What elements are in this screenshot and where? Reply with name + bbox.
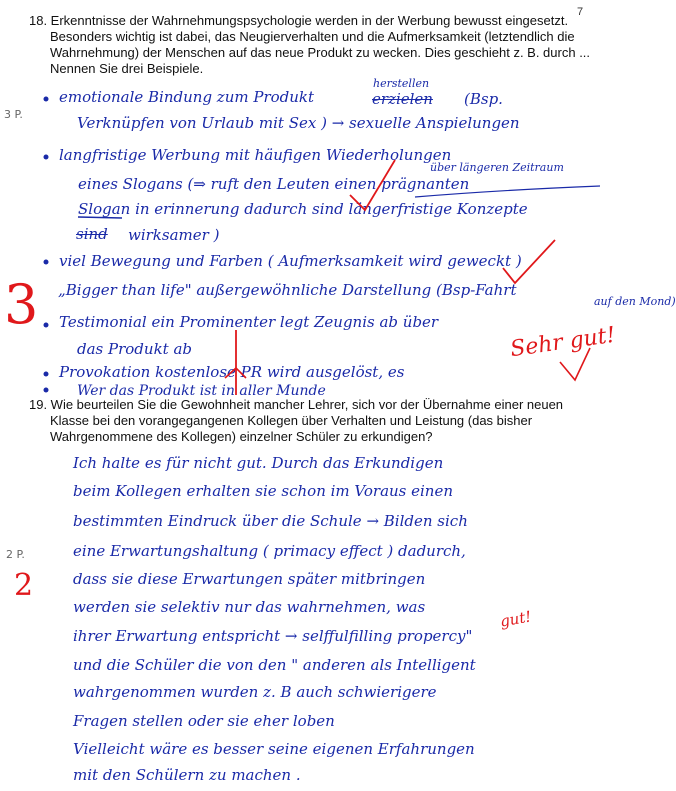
q18-line1: 18. Erkenntnisse der Wahrnehmungspsychologie werden in der Werbung bewusst eingesetzt. bbox=[29, 13, 569, 28]
q19-points: 2 P. bbox=[6, 548, 25, 561]
q18-answer-10: das Produkt ab bbox=[77, 340, 192, 358]
q18-answer-6: wirksamer ) bbox=[128, 226, 220, 244]
q18-answer-9: Testimonial ein Prominenter legt Zeugnis ab über bbox=[59, 313, 439, 331]
q19-line2: Klasse bei den vorangegangenen Kollegen über Verhalten und Leistung (das bisher bbox=[50, 413, 533, 428]
q18-grade: 3 bbox=[4, 273, 39, 336]
q18-line2: Besonders wichtig ist dabei, das Neugierverhalten und die Aufmerksamkeit (letztendlich die bbox=[50, 29, 575, 44]
q18-answer-11: Provokation kostenlose PR wird ausgelöst, es bbox=[59, 363, 405, 381]
q18-points: 3 P. bbox=[4, 108, 23, 121]
q19-answer-7: ihrer Erwartung entspricht → selffulfilling propercy" bbox=[73, 627, 473, 645]
q18-answer-12: Wer das Produkt ist in aller Munde bbox=[77, 383, 326, 399]
q19-answer-2: beim Kollegen erhalten sie schon im Voraus einen bbox=[73, 482, 454, 500]
q19-answer-9: wahrgenommen wurden z. B auch schwierigere bbox=[73, 683, 437, 701]
q18-line3: Wahrnehmung) der Menschen auf das neue Produkt zu wecken. Dies geschieht z. B. durch ... bbox=[50, 45, 591, 60]
insert-ueber-laengeren: über längeren Zeitraum bbox=[430, 161, 564, 174]
q19-answer-4: eine Erwartungshaltung ( primacy effect ) dadurch, bbox=[73, 542, 466, 560]
q18-answer-4: eines Slogans (⇒ ruft den Leuten einen prägnanten bbox=[78, 175, 470, 193]
crossed-word-1: erzielen bbox=[372, 90, 433, 108]
q19-line1: 19. Wie beurteilen Sie die Gewohnheit mancher Lehrer, sich vor der Übernahme einer neuen bbox=[29, 397, 564, 412]
q19-answer-6: werden sie selektiv nur das wahrnehmen, was bbox=[73, 598, 426, 616]
page-number: 7 bbox=[577, 6, 584, 18]
q18-answer-7: viel Bewegung und Farben ( Aufmerksamkeit wird geweckt ) bbox=[59, 252, 522, 270]
q18-comment: Sehr gut! bbox=[508, 322, 617, 363]
q19-answer-10: Fragen stellen oder sie eher loben bbox=[73, 712, 335, 730]
crossed-word-2: sind bbox=[76, 225, 108, 243]
insert-bsp: (Bsp. bbox=[464, 90, 503, 108]
q18-answer-5: Slogan in erinnerung dadurch sind längerfristige Konzepte bbox=[78, 200, 528, 218]
q18-answer-2: Verknüpfen von Urlaub mit Sex ) → sexuelle Anspielungen bbox=[77, 114, 520, 132]
q18-answer-8: „Bigger than life" außergewöhnliche Darstellung (Bsp-Fahrt bbox=[58, 281, 517, 299]
q19-comment: gut! bbox=[498, 607, 533, 631]
q19-answer-8: und die Schüler die von den " anderen als Intelligent bbox=[73, 656, 476, 674]
q19-answer-11: Vielleicht wäre es besser seine eigenen Erfahrungen bbox=[73, 740, 475, 758]
q18-answer-1: emotionale Bindung zum Produkt bbox=[59, 88, 315, 106]
q18-line4: Nennen Sie drei Beispiele. bbox=[50, 61, 204, 76]
q19-line3: Wahrgenommene des Kollegen) einzelner Schüler zu erkundigen? bbox=[50, 429, 433, 444]
q19-answer-5: dass sie diese Erwartungen später mitbringen bbox=[73, 570, 426, 588]
q18-answer-3: langfristige Werbung mit häufigen Wiederholungen bbox=[59, 146, 452, 164]
insert-auf-den-mond: auf den Mond) bbox=[594, 295, 676, 308]
q19-answer-1: Ich halte es für nicht gut. Durch das Erkundigen bbox=[73, 454, 444, 472]
insert-herstellen: herstellen bbox=[373, 77, 430, 90]
q19-grade: 2 bbox=[14, 568, 34, 603]
q19-answer-3: bestimmten Eindruck über die Schule → Bilden sich bbox=[73, 512, 468, 530]
q19-answer-12: mit den Schülern zu machen . bbox=[73, 766, 301, 784]
